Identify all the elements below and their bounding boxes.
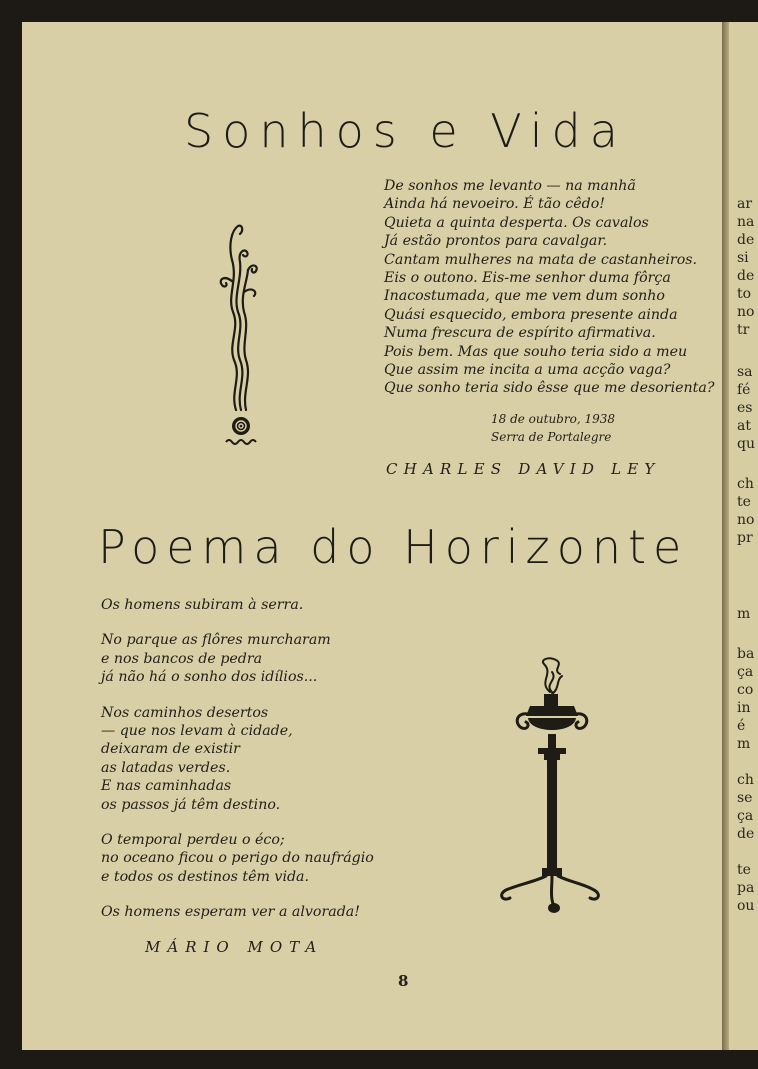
page-number: 8 (398, 972, 409, 990)
flowering-stem-icon (214, 222, 264, 452)
poem-body (384, 177, 714, 398)
poem-line: O temporal perdeu o éco; (101, 832, 285, 849)
poem-line: E nas caminhadas (101, 778, 232, 795)
next-page-fragment: fé (737, 382, 751, 398)
poem-line: — que nos levam à cidade, (101, 723, 293, 740)
poem-line: De sonhos me levanto — na manhã (384, 178, 636, 194)
poem-line: deixaram de existir (101, 741, 240, 758)
next-page-fragment: ou (737, 898, 755, 914)
stanza-break (101, 687, 374, 704)
stanza-break (101, 614, 374, 631)
stanza-break (101, 886, 374, 903)
poem-line: e todos os destinos têm vida. (101, 868, 310, 885)
poem-line: as latadas verdes. (101, 759, 231, 776)
poem-line: Nos caminhos desertos (101, 704, 269, 721)
poem-line: no oceano ficou o perigo do naufrágio (101, 850, 374, 867)
next-page-fragment: qu (737, 436, 755, 452)
poem-line: Quieta a quinta desperta. Os cavalos (384, 214, 649, 231)
poem-date: 18 de outubro, 1938 (491, 412, 615, 426)
poem-line: Que assim me incita a uma acção vaga? (384, 362, 671, 379)
next-page-fragment: te (737, 862, 751, 878)
poem-author-2: MÁRIO MOTA (145, 938, 324, 956)
poem-line: Quási esquecido, embora presente ainda (384, 306, 678, 323)
next-page-fragment: de (737, 826, 755, 842)
next-page-fragment: ch (737, 772, 754, 788)
next-page-fragment: é (737, 718, 746, 734)
poem-line: Os homens esperam ver a alvorada! (101, 904, 360, 921)
stanza-break (101, 814, 374, 831)
next-page-fragment: to (737, 286, 752, 302)
next-page-fragment: de (737, 268, 755, 284)
next-page-edge (729, 22, 758, 1050)
next-page-fragment: m (737, 736, 751, 752)
next-page-fragment: at (737, 418, 751, 434)
poem-body-2 (101, 596, 374, 922)
next-page-fragment: de (737, 232, 755, 248)
next-page-fragment: ba (737, 646, 755, 662)
poem-title: Sonhos e Vida (184, 104, 627, 158)
poem-line: os passos já têm destino. (101, 796, 281, 813)
next-page-fragment: tr (737, 322, 750, 338)
poem-title-2: Poema do Horizonte (98, 520, 689, 574)
poem-line: Os homens subiram à serra. (101, 597, 304, 613)
poem-author: CHARLES DAVID LEY (386, 460, 661, 478)
oil-lamp-icon (494, 654, 606, 916)
next-page-fragment: no (737, 512, 755, 528)
poem-line: Numa frescura de espírito afirmativa. (384, 325, 656, 342)
next-page-fragment: ch (737, 476, 754, 492)
poem-line: já não há o sonho dos idílios... (101, 669, 318, 686)
poem-line: No parque as flôres murcharam (101, 632, 331, 649)
next-page-fragment: ça (737, 808, 754, 824)
next-page-fragment: sa (737, 364, 753, 380)
poem-line: Eis o outono. Eis-me senhor duma fôrça (384, 270, 671, 287)
poem-line: Que sonho teria sido êsse que me desorienta? (384, 380, 715, 397)
next-page-fragment: ça (737, 664, 754, 680)
poem-line: Ainda há nevoeiro. É tão cêdo! (384, 196, 605, 213)
next-page-fragment: pr (737, 530, 753, 546)
poem-line: Já estão prontos para cavalgar. (384, 233, 608, 250)
next-page-fragment: ar (737, 196, 753, 212)
next-page-fragment: si (737, 250, 749, 266)
next-page-fragment: se (737, 790, 753, 806)
page-gutter (722, 22, 729, 1050)
next-page-fragment: in (737, 700, 751, 716)
next-page-fragment: es (737, 400, 753, 416)
poem-place: Serra de Portalegre (491, 430, 612, 444)
next-page-fragment: co (737, 682, 754, 698)
poem-line: e nos bancos de pedra (101, 650, 263, 667)
next-page-fragment: te (737, 494, 751, 510)
poem-line: Cantam mulheres na mata de castanheiros. (384, 251, 698, 268)
next-page-fragment: no (737, 304, 755, 320)
next-page-fragment: m (737, 606, 751, 622)
next-page-fragment: pa (737, 880, 755, 896)
poem-line: Pois bem. Mas que souho teria sido a meu (384, 343, 688, 360)
next-page-fragment: na (737, 214, 755, 230)
poem-line: Inacostumada, que me vem dum sonho (384, 288, 665, 305)
